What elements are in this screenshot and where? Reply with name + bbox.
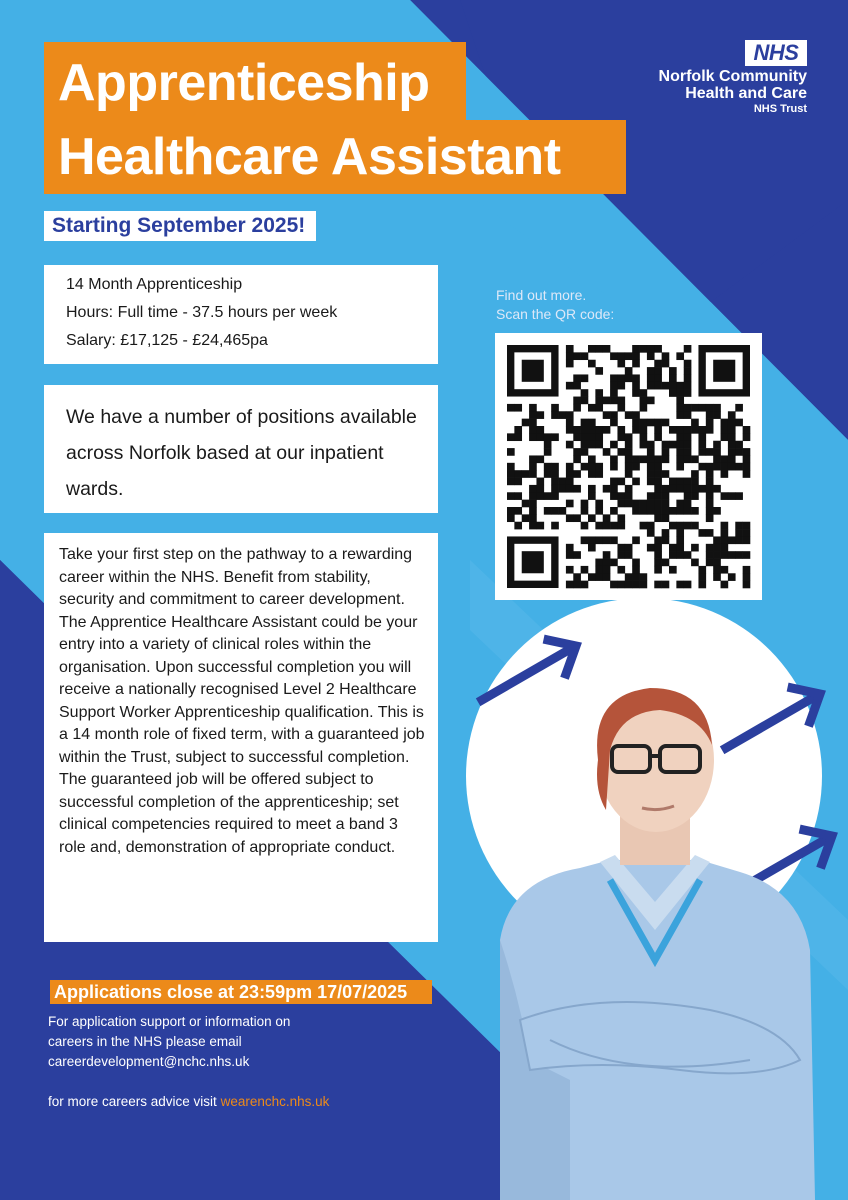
advice-prefix: for more careers advice visit [48, 1094, 217, 1109]
job-details-card [44, 265, 438, 364]
support-email[interactable]: careerdevelopment@nchc.nhs.uk [48, 1054, 250, 1069]
qr-caption [496, 286, 614, 324]
qr-code-icon[interactable] [495, 333, 762, 600]
page-title [58, 46, 561, 194]
hours-text: Hours: Full time - 37.5 hours per week [66, 304, 338, 321]
healthcare-assistant-photo [460, 640, 848, 1200]
org-trust-label: NHS Trust [753, 103, 807, 115]
positions-text: We have a number of positions available across Norfolk based at our inpatient wards. [66, 406, 417, 500]
closing-date-banner: Applications close at 23:59pm 17/07/2025 [50, 980, 432, 1004]
qr-caption-line-2: Scan the QR code: [496, 306, 615, 322]
careers-website-link[interactable]: wearenchc.nhs.uk [220, 1094, 330, 1109]
title-line-1: Apprenticeship [58, 54, 430, 112]
description-card [44, 533, 438, 942]
support-line-2: careers in the NHS please email [48, 1034, 242, 1049]
title-line-2: Healthcare Assistant [58, 128, 561, 186]
start-date-banner: Starting September 2025! [44, 211, 316, 241]
description-text: Take your first step on the pathway to a rewarding career within the NHS. Benefit from stability, security and commitment to career development. The Apprentice Healthcare Assistant could be your entry into a variety of clinical roles within the organisation. Upon successful completion you will receive a nationally recognised Level 2 Healthcare Support Worker Apprenticeship qualification. This is a 14 month role of fixed term, with a guaranteed job within the Trust, subject to successful completion. The guaranteed job will be offered subject to successful completion of the apprenticeship; set clinical competencies required to meet a band 3 role and, demonstration of appropriate conduct. [59, 546, 425, 856]
duration-text: 14 Month Apprenticeship [66, 276, 243, 293]
careers-advice [48, 1092, 329, 1112]
qr-caption-line-1: Find out more. [496, 287, 587, 303]
nhs-logo-icon: NHS [745, 40, 807, 66]
organisation-name [547, 68, 807, 102]
org-name-line-2: Health and Care [685, 85, 807, 102]
salary-text: Salary: £17,125 - £24,465pa [66, 332, 268, 349]
org-name-line-1: Norfolk Community [658, 68, 807, 85]
support-text [48, 1012, 348, 1072]
support-line-1: For application support or information on [48, 1014, 291, 1029]
positions-card [44, 385, 438, 513]
